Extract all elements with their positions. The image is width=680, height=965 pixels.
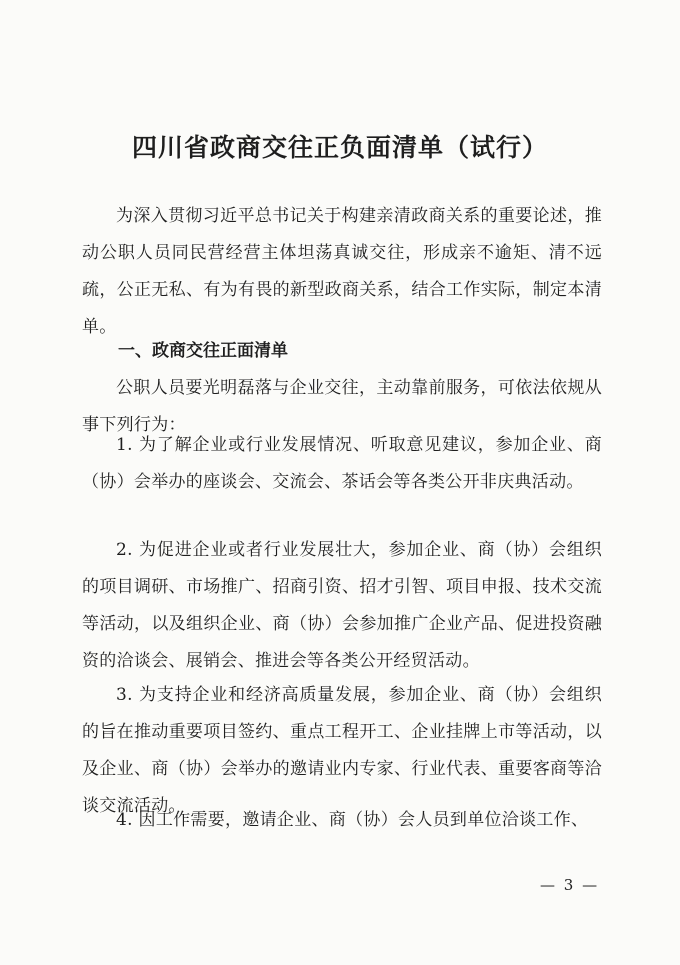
- list-item-3: 3. 为支持企业和经济高质量发展，参加企业、商（协）会组织的旨在推动重要项目签约、重点工程开工、企业挂牌上市等活动，以及企业、商（协）会举办的邀请业内专家、行业代表、重要客商等洽谈交流活动。: [82, 685, 602, 816]
- list-item-4: 4. 因工作需要，邀请企业、商（协）会人员到单位洽谈工作、: [116, 810, 589, 830]
- intro-paragraph: 为深入贯彻习近平总书记关于构建亲清政商关系的重要论述，推动公职人员同民营经营主体坦荡真诚交往，形成亲不逾矩、清不远疏，公正无私、有为有畏的新型政商关系，结合工作实际，制定本清单。: [82, 206, 602, 337]
- section1-heading: 一、政商交往正面清单: [118, 341, 288, 361]
- list-item-1: 1. 为了解企业或行业发展情况、听取意见建议，参加企业、商（协）会举办的座谈会、交流会、茶话会等各类公开非庆典活动。: [82, 435, 602, 492]
- list-item-2: 2. 为促进企业或者行业发展壮大，参加企业、商（协）会组织的项目调研、市场推广、招商引资、招才引智、项目申报、技术交流等活动，以及组织企业、商（协）会参加推广企业产品、促进投资融资的洽谈会、展销会、推进会等各类公开经贸活动。: [82, 540, 602, 671]
- section1-lead-paragraph: 公职人员要光明磊落与企业交往，主动靠前服务，可依法依规从事下列行为：: [82, 378, 602, 435]
- page-number: — 3 —: [540, 876, 600, 894]
- document-title: 四川省政商交往正负面清单（试行）: [131, 133, 548, 162]
